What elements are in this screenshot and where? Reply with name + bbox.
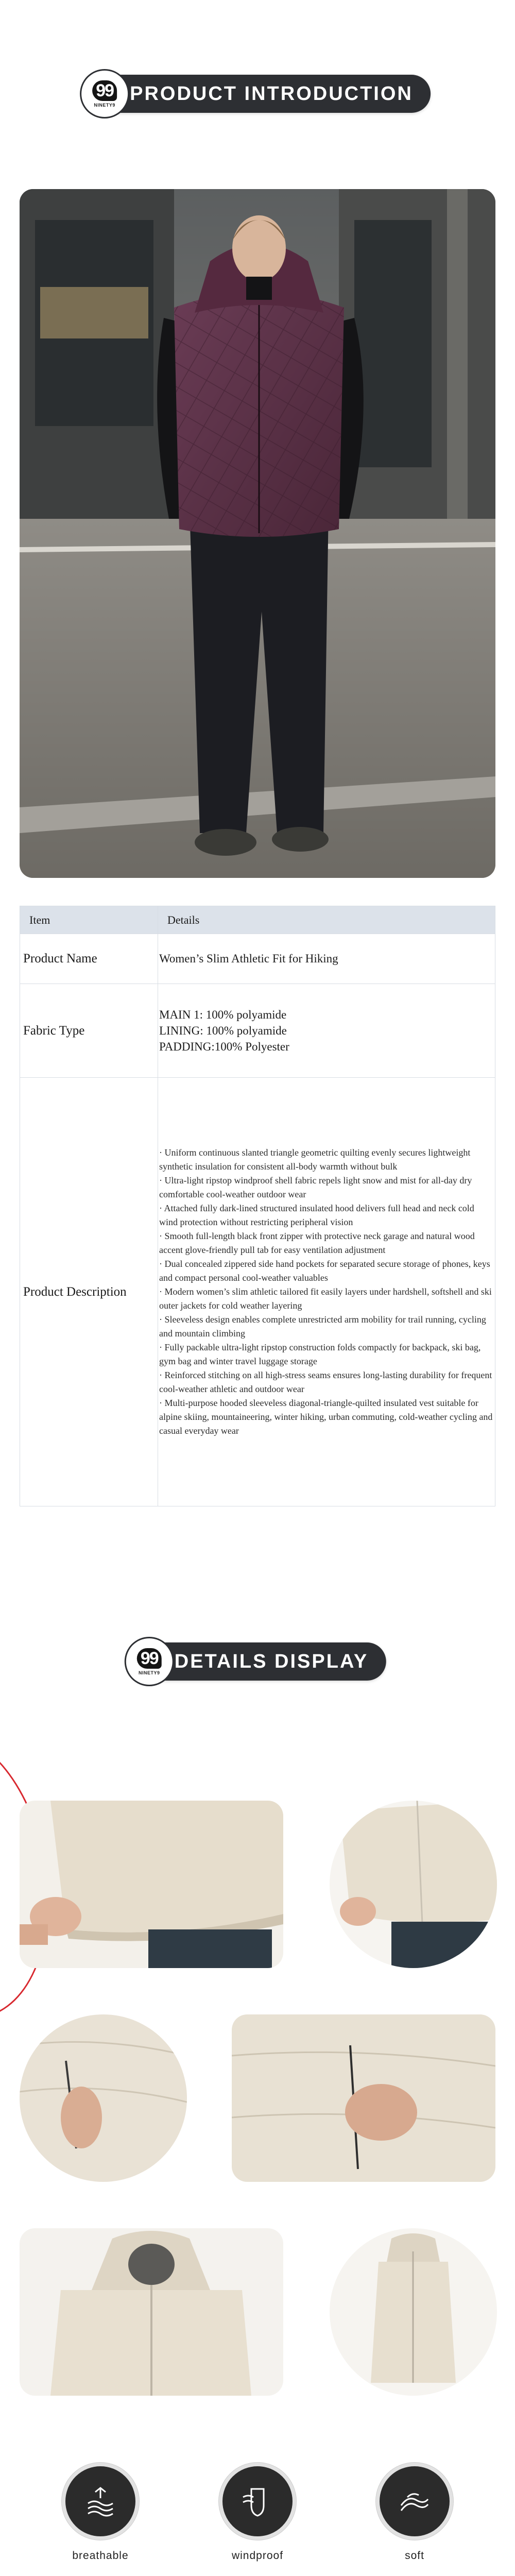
detail-photo-full-vest: [330, 2228, 497, 2396]
description-line: · Modern women’s slim athletic tailored fit easily layers under hardshell, softshell and ski outer jackets for cold weather layering: [159, 1286, 492, 1311]
spec-key-product-name: Product Name: [20, 934, 158, 984]
windproof-icon: [219, 2463, 296, 2540]
breathable-icon: [62, 2463, 139, 2540]
feature-label: soft: [405, 2550, 424, 2562]
detail-photo-hem-circle: [330, 1801, 497, 1968]
spec-row-fabric-type: [20, 984, 495, 1078]
fabric-padding: PADDING:100% Polyester: [159, 1040, 289, 1054]
detail-photo-hem-stretch: [20, 1801, 283, 1968]
feature-windproof: [206, 2463, 309, 2562]
feature-breathable: [49, 2463, 152, 2562]
feature-label: windproof: [231, 2550, 284, 2562]
description-line: · Attached fully dark-lined structured insulated hood delivers full head and neck cold wind protection without restricting peripheral vision: [159, 1203, 474, 1227]
details-banner-title: DETAILS DISPLAY: [174, 1650, 369, 1672]
spec-value-description: [158, 1078, 495, 1506]
details-banner: [129, 1642, 386, 1681]
brand-logo-mark: 99: [92, 80, 117, 101]
description-line: · Dual concealed zippered side hand pockets for separated secure storage of phones, keys and compact personal cool-weather valuables: [159, 1259, 490, 1283]
brand-logo: [81, 71, 128, 117]
spec-key-fabric-type: Fabric Type: [20, 984, 158, 1078]
intro-banner: [84, 75, 431, 113]
detail-photo-pocket-circle: [20, 2014, 187, 2182]
description-line: · Uniform continuous slanted triangle geometric quilting evenly secures lightweight synthetic insulation for consistent all-body warmth without bulk: [159, 1147, 471, 1172]
spec-header-details: Details: [158, 906, 495, 934]
intro-banner-pill: [84, 75, 431, 113]
brand-logo: [126, 1638, 173, 1685]
fabric-main: MAIN 1: 100% polyamide: [159, 1008, 287, 1021]
feature-soft: [363, 2463, 466, 2562]
detail-photo-pocket-hand: [232, 2014, 495, 2182]
description-line: · Fully packable ultra-light ripstop construction folds compactly for backpack, ski bag, gym bag and winter travel luggage storage: [159, 1342, 481, 1366]
hero-model-photo: [20, 189, 495, 878]
spec-header-item: Item: [20, 906, 158, 934]
spec-table: [20, 906, 495, 1506]
spec-value-product-name: Women’s Slim Athletic Fit for Hiking: [158, 934, 495, 984]
spec-row-description: [20, 1078, 495, 1506]
fabric-lining: LINING: 100% polyamide: [159, 1024, 287, 1037]
spec-key-description: Product Description: [20, 1078, 158, 1506]
spec-row-product-name: [20, 934, 495, 984]
description-line: · Multi-purpose hooded sleeveless diagonal-triangle-quilted insulated vest suitable for alpine skiing, mountaineering, winter hiking, urban commuting, cold-weather cycling and casual everyday wear: [159, 1398, 493, 1436]
feature-label: breathable: [72, 2550, 129, 2562]
intro-banner-title: PRODUCT INTRODUCTION: [130, 82, 413, 105]
detail-photo-hood: [20, 2228, 283, 2396]
spec-value-fabric-type: [158, 984, 495, 1078]
brand-logo-sub: NINETY9: [94, 102, 115, 108]
soft-icon: [376, 2463, 453, 2540]
brand-logo-sub: NINETY9: [138, 1670, 160, 1675]
description-line: · Sleeveless design enables complete unrestricted arm mobility for trail running, cycling and mountain climbing: [159, 1314, 486, 1338]
spec-table-header: [20, 906, 495, 934]
description-line: · Smooth full-length black front zipper with protective neck garage and natural wood accent glove-friendly pull tab for easy ventilation adjustment: [159, 1231, 475, 1255]
description-line: · Ultra-light ripstop windproof shell fabric repels light snow and mist for all-day dry comfortable cool-weather outdoor wear: [159, 1175, 472, 1199]
description-line: · Reinforced stitching on all high-stress seams ensures long-lasting durability for frequent cool-weather athletic and outdoor wear: [159, 1370, 492, 1394]
brand-logo-mark: 99: [137, 1648, 162, 1669]
